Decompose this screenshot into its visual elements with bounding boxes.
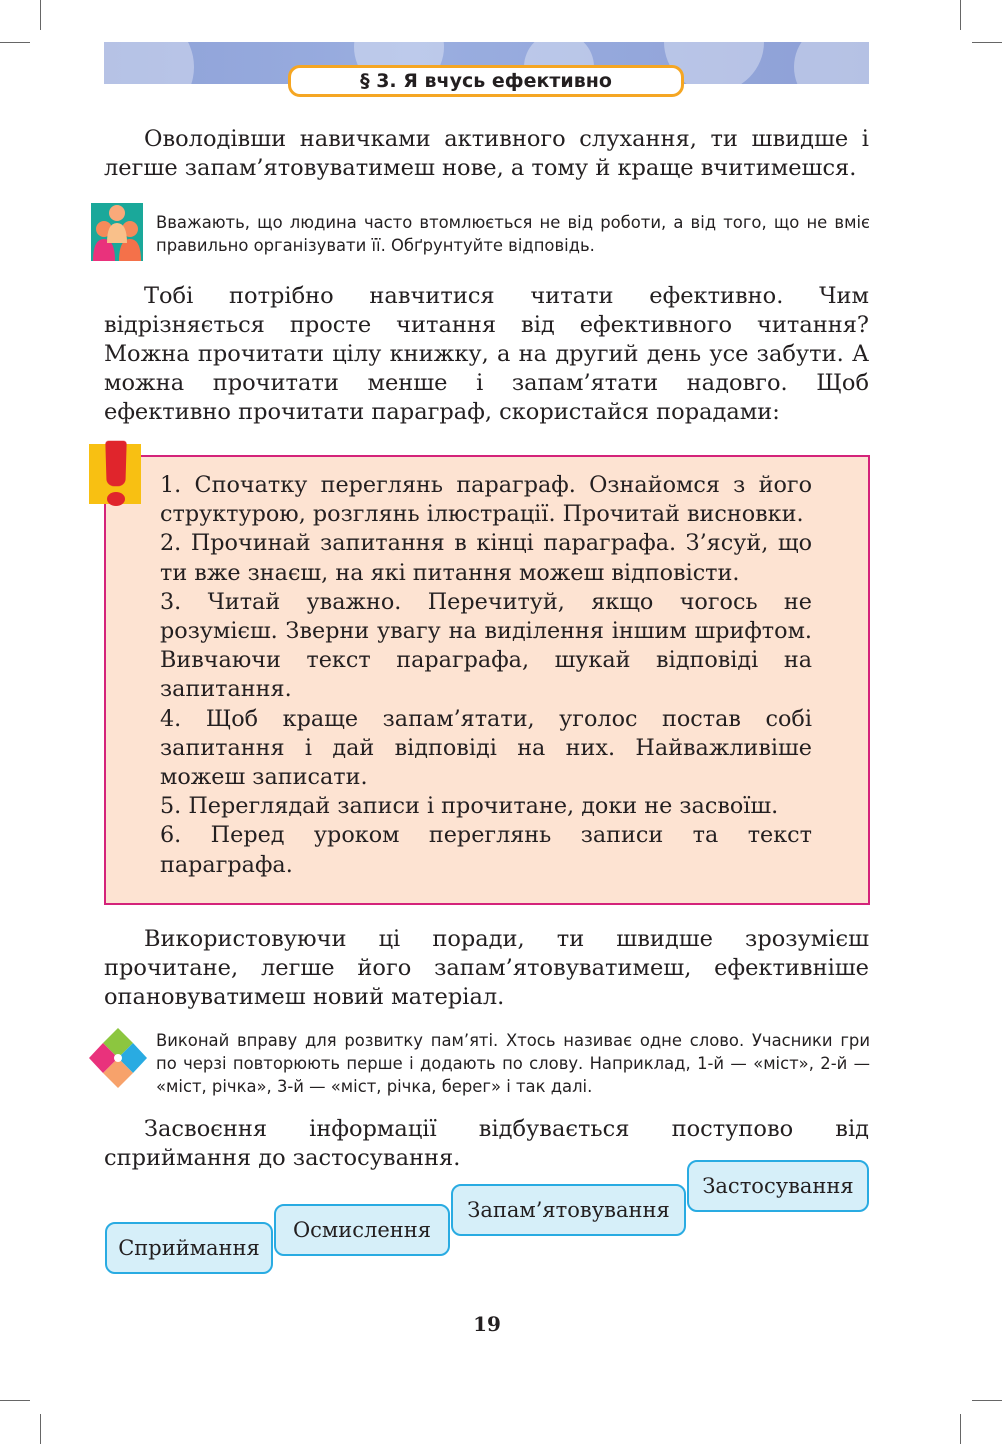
exclamation-bar <box>105 441 126 487</box>
crop-mark <box>960 1414 961 1444</box>
group-discussion-icon <box>91 203 143 261</box>
reading-paragraph-text: Тобі потрібно навчитися читати ефективно. Чим відрізняється просте читання від ефективного читання? Можна прочитати цілу книжку, а на другий день усе забути. А можна прочитати менше і запам’ятати надовго. Щоб ефективно прочитати параграф, скористайся порадами: <box>104 283 869 425</box>
after-tips-paragraph <box>104 925 869 1012</box>
stage-comprehension: Осмислення <box>274 1204 450 1256</box>
after-tips-paragraph-text: Використовуючи ці поради, ти швидше зрозумієш прочитане, легше його запам’ятовуватимеш, ефективніше опановуватимеш новий матеріал. <box>104 926 869 1010</box>
crop-mark <box>960 0 961 30</box>
exclamation-icon <box>89 444 141 504</box>
intro-paragraph <box>104 125 869 183</box>
exclamation-dot <box>107 492 125 506</box>
stage-application: Застосування <box>687 1160 869 1212</box>
tip-item: 6. Перед уроком переглянь записи та текст параграфа. <box>160 822 812 878</box>
page-number: 19 <box>473 1312 501 1336</box>
puzzle-icon <box>89 1028 147 1088</box>
tip-item: 2. Прочинай запитання в кінці параграфа. З’ясуй, що ти вже знаєш, на які питання можеш відповісти. <box>160 530 812 586</box>
tip-item: 1. Спочатку переглянь параграф. Ознайомся з його структурою, розглянь ілюстрації. Прочитай висновки. <box>160 472 812 528</box>
reading-paragraph <box>104 282 869 427</box>
stage-perception: Сприймання <box>105 1222 273 1274</box>
crop-mark <box>40 1414 41 1444</box>
stages-paragraph-text: Засвоєння інформації відбувається поступово від сприймання до застосування. <box>104 1116 869 1171</box>
crop-mark <box>0 42 30 43</box>
intro-paragraph-text: Оволодівши навичками активного слухання, ти швидше і легше запам’ятовуватимеш нове, а тому й краще вчитимешся. <box>104 126 869 181</box>
crop-mark <box>972 1400 1002 1401</box>
tip-item: 3. Читай уважно. Перечитуй, якщо чогось не розумієш. Зверни увагу на виділення іншим шрифтом. Вивчаючи текст параграфа, шукай відповіді на запитання. <box>160 588 812 703</box>
exercise-task-text: Виконай вправу для розвитку пам’яті. Хтось називає одне слово. Учасники гри по черзі повторюють перше і додають по слову. Наприклад, 1-й — «міст», 2-й — «міст, річка», 3-й — «міст, річка, берег» і так далі. <box>156 1031 870 1096</box>
tip-item: 5. Переглядай записи і прочитане, доки не засвоїш. <box>160 793 779 820</box>
section-title: § 3. Я вчусь ефективно <box>288 65 684 97</box>
header-bubble <box>104 42 194 84</box>
tips-list <box>160 471 812 880</box>
header-bubble <box>794 42 869 84</box>
crop-mark <box>40 0 41 30</box>
crop-mark <box>0 1400 30 1401</box>
tip-item: 4. Щоб краще запам’ятати, уголос постав собі запитання і дай відповіді на них. Найважливіше можеш записати. <box>160 705 812 791</box>
crop-mark <box>972 42 1002 43</box>
stage-memorization: Запам’ятовування <box>451 1184 686 1236</box>
discussion-task-text: Вважають, що людина часто втомлюється не від роботи, а від того, що не вміє правильно організувати її. Обґрунтуйте відповідь. <box>156 213 870 255</box>
